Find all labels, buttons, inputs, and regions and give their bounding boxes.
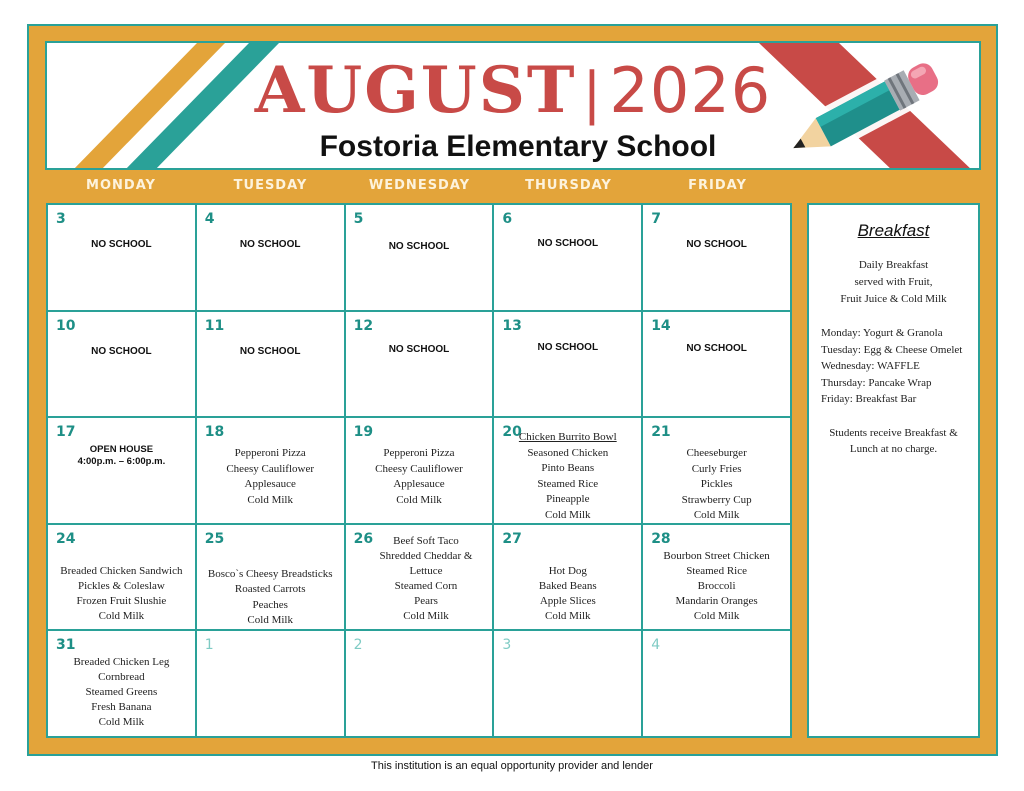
menu-item: Peaches (252, 598, 288, 611)
menu-item: Beef Soft Taco (393, 534, 459, 547)
no-school-note: NO SCHOOL (239, 239, 301, 250)
day-header-thursday: THURSDAY (525, 178, 612, 193)
lunch-menu (199, 446, 342, 508)
title-month: AUGUST (254, 53, 577, 128)
menu-item: Cold Milk (247, 493, 293, 506)
no-school-note: NO SCHOOL (537, 341, 599, 353)
menu-item: Breaded Chicken Leg (73, 656, 170, 669)
lunch-menu (496, 430, 639, 523)
day-header-tuesday: TUESDAY (233, 178, 308, 193)
day-cell[interactable] (346, 205, 493, 310)
date-number: 28 (651, 530, 671, 547)
footer-statement: This institution is an equal opportunity provider and lender (371, 760, 653, 772)
day-header-wednesday: WEDNESDAY (368, 178, 471, 193)
menu-item: Strawberry Cup (681, 493, 752, 506)
date-number: 13 (502, 317, 522, 334)
date-number: 3 (502, 637, 512, 654)
menu-item: Pears (414, 594, 438, 607)
date-number: 20 (502, 424, 522, 441)
no-charge-note (809, 425, 978, 457)
menu-item: Pickles (700, 478, 733, 491)
day-cell[interactable] (48, 312, 195, 417)
pencil-icon (776, 51, 961, 161)
menu-item: Applesauce (244, 478, 296, 491)
menu-item: Pepperoni Pizza (383, 447, 455, 460)
title-separator: | (582, 61, 604, 126)
no-school-note: NO SCHOOL (537, 238, 599, 249)
lunch-menu (348, 446, 491, 508)
breakfast-schedule (821, 325, 974, 408)
day-cell[interactable] (494, 418, 641, 523)
menu-item: Shredded Cheddar & (379, 549, 473, 562)
daily-breakfast-note (809, 257, 978, 308)
day-cell[interactable] (643, 418, 790, 523)
title-year: 2026 (609, 54, 772, 127)
no-school-note: NO SCHOOL (686, 342, 747, 354)
open-house-event (48, 444, 195, 468)
date-number: 6 (502, 211, 513, 227)
menu-item: Cheesy Cauliflower (375, 462, 463, 475)
date-number: 14 (651, 317, 671, 334)
day-cell[interactable] (48, 631, 195, 736)
lunch-menu (645, 549, 788, 624)
no-school-note: NO SCHOOL (686, 239, 747, 250)
day-header-monday: MONDAY (86, 178, 156, 193)
menu-item: Steamed Rice (686, 564, 747, 577)
date-number: 5 (353, 211, 364, 227)
day-cell[interactable] (643, 525, 790, 630)
date-number: 12 (353, 317, 374, 334)
menu-item: Lettuce (409, 564, 443, 577)
calendar-header (45, 41, 981, 170)
menu-item: Cheeseburger (686, 447, 747, 460)
no-school-note: NO SCHOOL (239, 345, 301, 357)
menu-item: Cornbread (98, 671, 145, 684)
no-school-note: NO SCHOOL (91, 239, 152, 250)
menu-item: Cold Milk (98, 716, 145, 729)
day-cell[interactable] (48, 525, 195, 630)
schedule-item: Thursday: Pancake Wrap (821, 376, 932, 389)
date-number: 1 (204, 637, 214, 654)
event-title: OPEN HOUSE (89, 444, 154, 456)
day-header-friday: FRIDAY (688, 178, 747, 193)
menu-item: Cold Milk (98, 609, 145, 622)
no-school-note: NO SCHOOL (388, 241, 450, 252)
schedule-item: Monday: Yogurt & Granola (821, 327, 943, 339)
menu-item: Roasted Carrots (234, 583, 306, 596)
date-number: 17 (56, 424, 76, 441)
schedule-item: Friday: Breakfast Bar (821, 393, 917, 405)
day-cell[interactable] (197, 631, 344, 736)
school-name: Fostoria Elementary School (319, 130, 717, 163)
date-number: 18 (204, 424, 225, 441)
lunch-menu (496, 564, 639, 624)
date-number: 11 (204, 317, 225, 334)
menu-item: Breaded Chicken Sandwich (60, 564, 183, 577)
note-line: Fruit Juice & Cold Milk (840, 293, 947, 305)
menu-item: Steamed Greens (85, 686, 158, 699)
menu-item: Pinto Beans (541, 462, 595, 475)
note-line: served with Fruit, (854, 276, 933, 288)
date-number: 3 (56, 211, 66, 227)
menu-item: Cheesy Cauliflower (226, 462, 315, 475)
note-line: Students receive Breakfast & (829, 427, 958, 439)
date-number: 31 (56, 637, 76, 654)
day-cell[interactable] (643, 631, 790, 736)
menu-item: Bourbon Street Chicken (663, 549, 770, 562)
breakfast-panel (807, 203, 980, 738)
menu-item: Frozen Fruit Slushie (76, 594, 167, 607)
day-cell[interactable] (494, 312, 641, 417)
menu-item: Cold Milk (693, 509, 740, 522)
menu-item: Chicken Burrito Bowl (518, 431, 617, 444)
menu-item: Broccoli (697, 579, 736, 592)
breakfast-title: Breakfast (857, 221, 930, 240)
menu-item: Cold Milk (396, 493, 442, 506)
menu-item: Cold Milk (247, 614, 293, 627)
menu-item: Apple Slices (539, 594, 596, 607)
day-cell[interactable] (197, 418, 344, 523)
date-number: 4 (204, 211, 215, 227)
date-number: 26 (353, 530, 374, 547)
day-cell[interactable] (643, 312, 790, 417)
note-line: Lunch at no charge. (849, 443, 938, 455)
menu-item: Hot Dog (548, 564, 587, 577)
lunch-menu (48, 564, 195, 624)
menu-item: Curly Fries (691, 462, 742, 475)
day-cell[interactable] (346, 631, 493, 736)
date-number: 21 (651, 424, 671, 441)
day-cell[interactable] (643, 205, 790, 310)
lunch-menu (50, 655, 193, 730)
day-cell[interactable] (494, 205, 641, 310)
schedule-item: Wednesday: WAFFLE (821, 360, 920, 372)
date-number: 25 (204, 530, 225, 547)
lunch-menu (645, 446, 788, 523)
note-line: Daily Breakfast (858, 259, 929, 271)
menu-item: Pepperoni Pizza (234, 447, 306, 460)
event-time: 4:00p.m. – 6:00p.m. (77, 456, 166, 468)
day-cell[interactable] (197, 312, 344, 417)
menu-item: Pineapple (546, 493, 590, 506)
menu-item: Steamed Corn (394, 579, 458, 592)
date-number: 10 (56, 317, 76, 334)
menu-item: Cold Milk (403, 609, 449, 622)
no-school-note: NO SCHOOL (388, 343, 450, 355)
day-cell[interactable] (197, 205, 344, 310)
day-cell[interactable] (346, 418, 493, 523)
no-school-note: NO SCHOOL (91, 345, 152, 357)
day-cell[interactable] (48, 418, 195, 523)
menu-item: Applesauce (393, 478, 445, 491)
day-cell[interactable] (346, 525, 493, 630)
date-number: 19 (353, 424, 374, 441)
menu-item: Fresh Banana (91, 701, 152, 714)
date-number: 7 (651, 211, 661, 227)
menu-item: Cold Milk (545, 609, 591, 622)
menu-item: Cold Milk (545, 508, 591, 521)
day-cell[interactable] (494, 631, 641, 736)
day-cell[interactable] (48, 205, 195, 310)
menu-item: Cold Milk (693, 609, 740, 622)
date-number: 27 (502, 530, 522, 547)
schedule-item: Tuesday: Egg & Cheese Omelet (821, 343, 963, 356)
day-cell[interactable] (494, 525, 641, 630)
day-cell[interactable] (197, 525, 344, 630)
date-number: 4 (651, 637, 661, 654)
calendar-grid (46, 203, 792, 738)
date-number: 24 (56, 530, 76, 547)
menu-item: Pickles & Coleslaw (78, 579, 165, 592)
menu-item: Bosco`s Cheesy Breadsticks (207, 567, 333, 580)
day-cell[interactable] (346, 312, 493, 417)
menu-item: Mandarin Oranges (675, 594, 758, 607)
menu-item: Seasoned Chicken (527, 446, 609, 459)
menu-item: Baked Beans (538, 579, 597, 592)
lunch-menu (348, 534, 491, 624)
date-number: 2 (353, 637, 363, 654)
menu-item: Steamed Rice (537, 477, 599, 490)
lunch-menu (197, 567, 344, 629)
